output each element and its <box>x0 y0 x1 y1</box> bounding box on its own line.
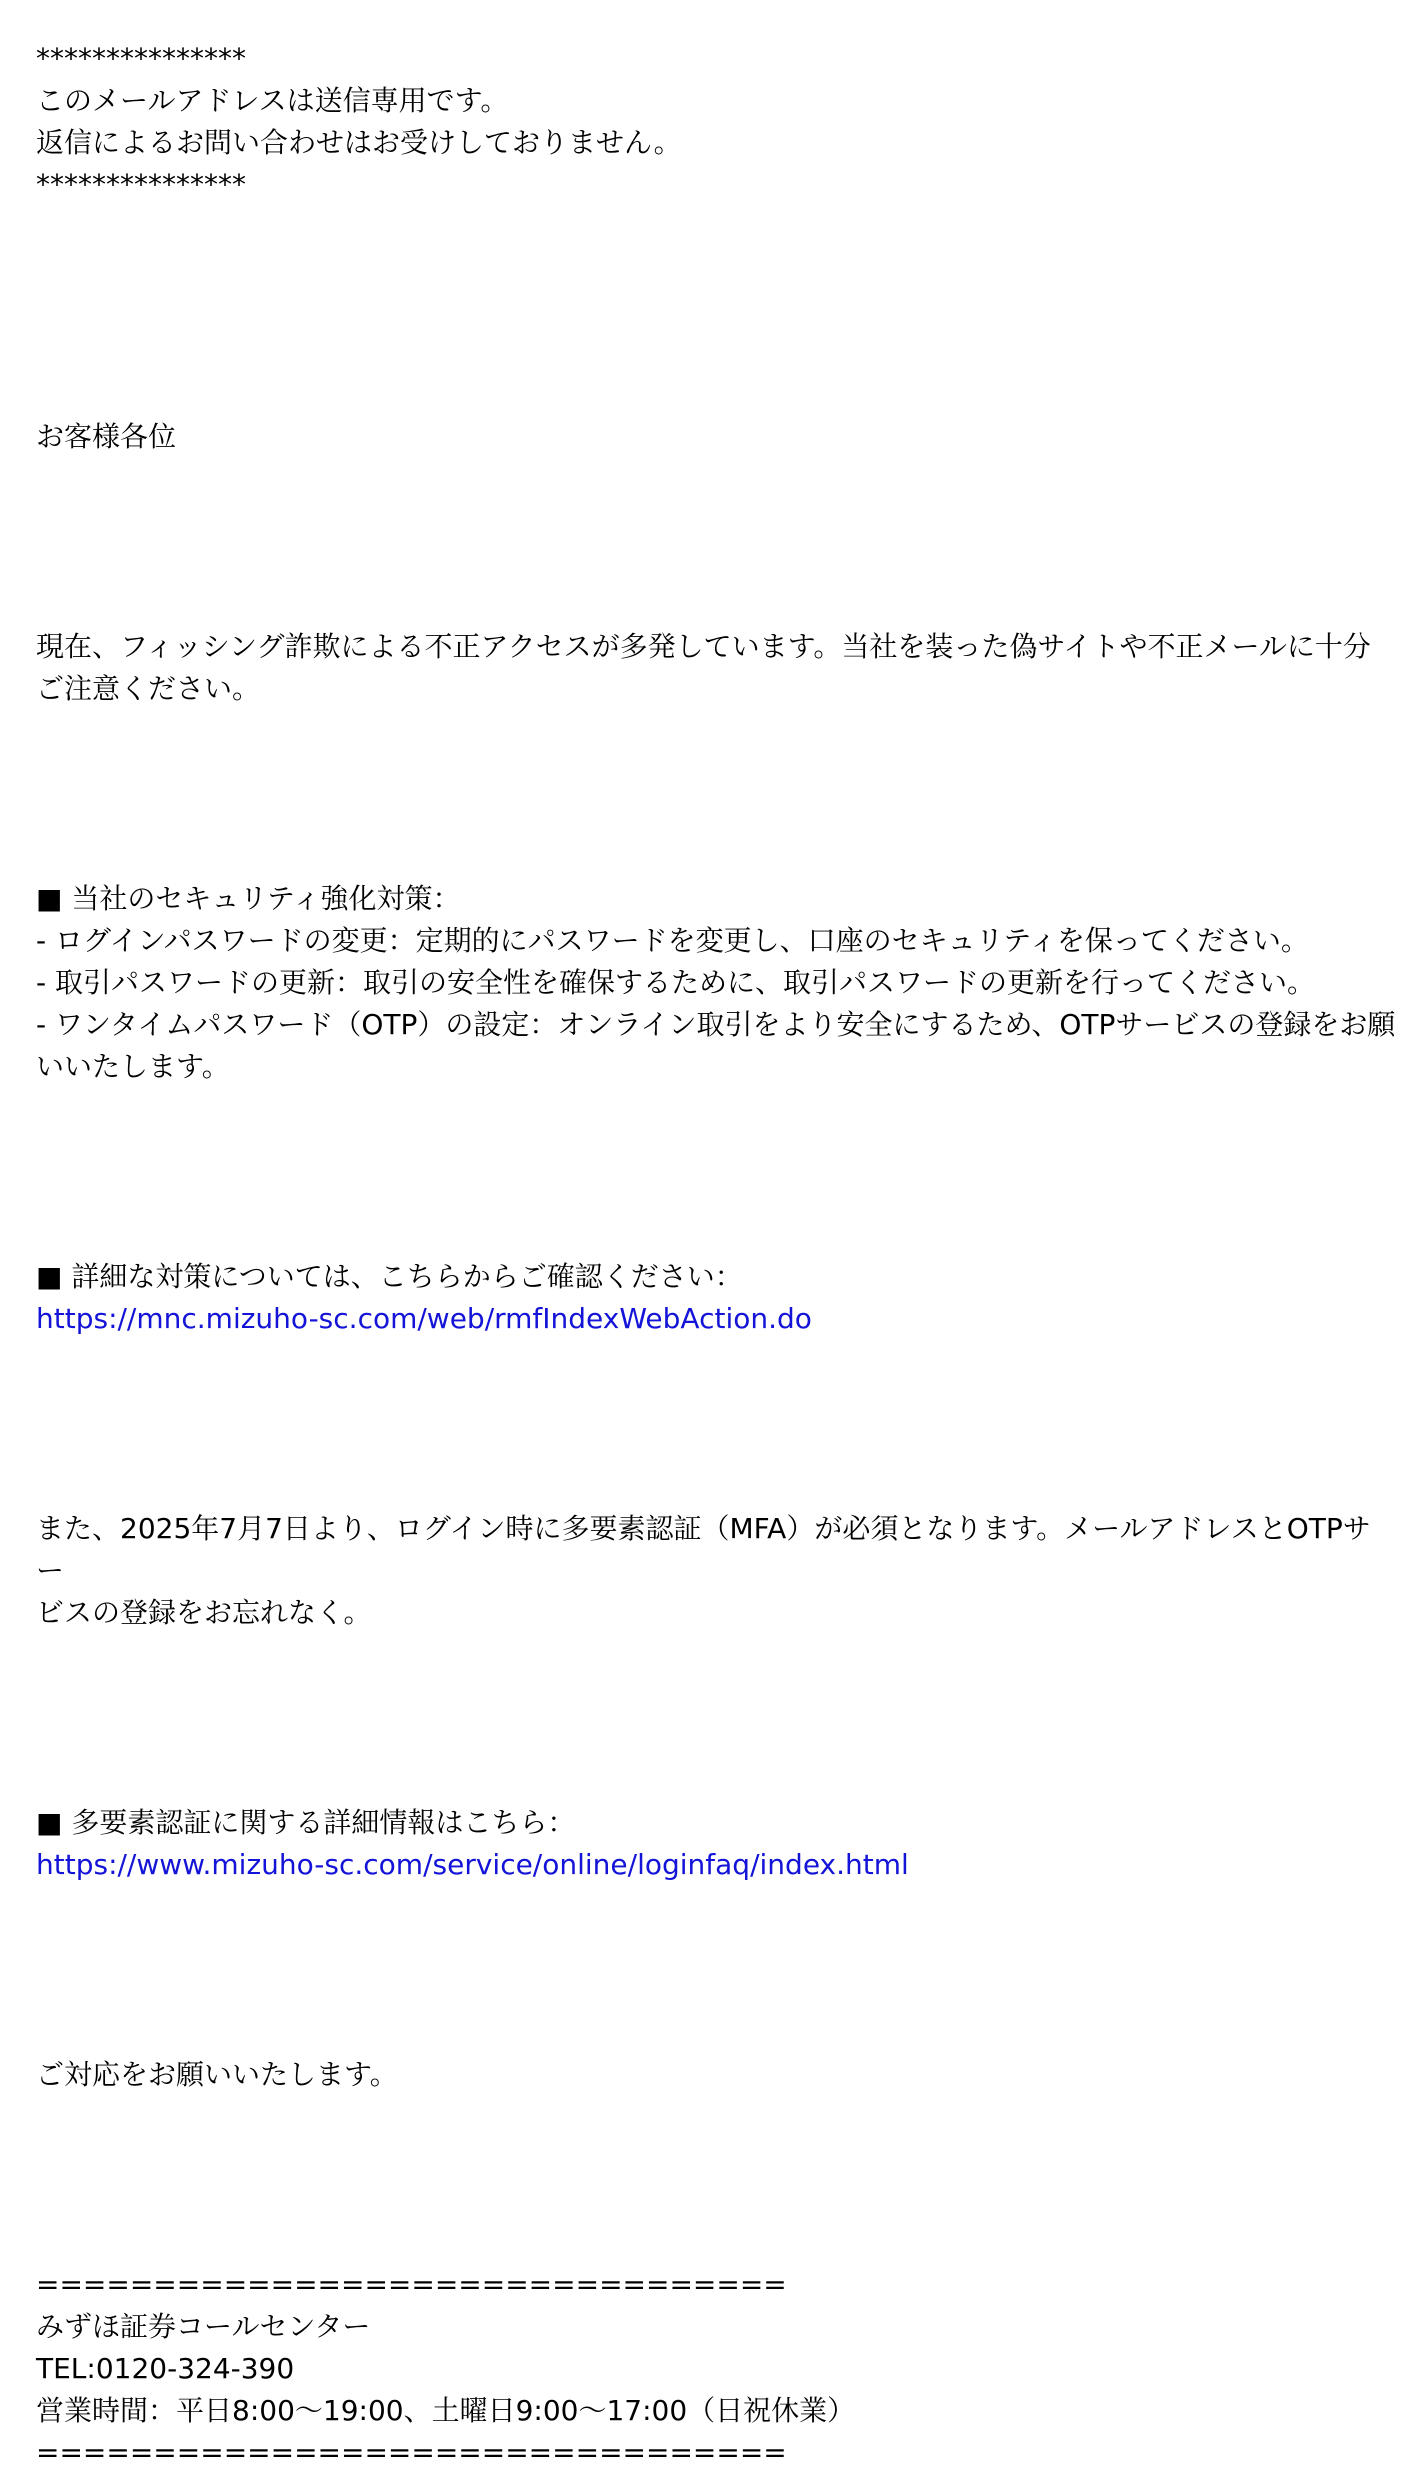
mfa-notice-line-1: また、2025年7月7日より、ログイン時に多要素認証（MFA）が必須となります。メールアドレスとOTPサー <box>36 1512 1371 1587</box>
mfa-notice-line-2: ビスの登録をお忘れなく。 <box>36 1596 372 1629</box>
intro-line-1: 現在、フィッシング詐欺による不正アクセスが多発しています。当社を装った偽サイトや不正メールに十分 <box>36 630 1371 663</box>
details-link[interactable]: https://mnc.mizuho-sc.com/web/rmfIndexWebAction.do <box>36 1302 812 1335</box>
mfa-link[interactable]: https://www.mizuho-sc.com/service/online/loginfaq/index.html <box>36 1848 909 1881</box>
header-stars-top: *************** <box>36 42 246 75</box>
email-body <box>36 38 1396 2474</box>
footer-hours: 営業時間：平日8:00〜19:00、土曜日9:00〜17:00（日祝休業） <box>36 2394 856 2427</box>
footer-company: みずほ証券コールセンター <box>36 2310 371 2343</box>
send-only-notice: このメールアドレスは送信専用です。 <box>36 84 509 117</box>
header-stars-bottom: *************** <box>36 168 246 201</box>
closing: ご対応をお願いいたします。 <box>36 2058 398 2091</box>
greeting: お客様各位 <box>36 420 177 453</box>
footer-tel: TEL:0120-324-390 <box>36 2352 295 2385</box>
mfa-heading: ■ 多要素認証に関する詳細情報はこちら： <box>36 1806 576 1839</box>
footer-rule-top: ================================ <box>36 2268 787 2301</box>
security-heading: ■ 当社のセキュリティ強化対策： <box>36 882 461 915</box>
security-item-otp-line-2: いいたします。 <box>36 1050 230 1083</box>
details-heading: ■ 詳細な対策については、こちらからご確認ください： <box>36 1260 743 1293</box>
intro-line-2: ご注意ください。 <box>36 672 261 705</box>
security-item-otp-line-1: - ワンタイムパスワード（OTP）の設定：オンライン取引をより安全にするため、OTPサービスの登録をお願 <box>36 1008 1396 1041</box>
security-item-trade-password: - 取引パスワードの更新：取引の安全性を確保するために、取引パスワードの更新を行ってください。 <box>36 966 1316 999</box>
no-reply-notice: 返信によるお問い合わせはお受けしておりません。 <box>36 126 682 159</box>
security-item-password: - ログインパスワードの変更：定期的にパスワードを変更し、口座のセキュリティを保ってください。 <box>36 924 1309 957</box>
footer-rule-bottom: ================================ <box>36 2436 787 2469</box>
